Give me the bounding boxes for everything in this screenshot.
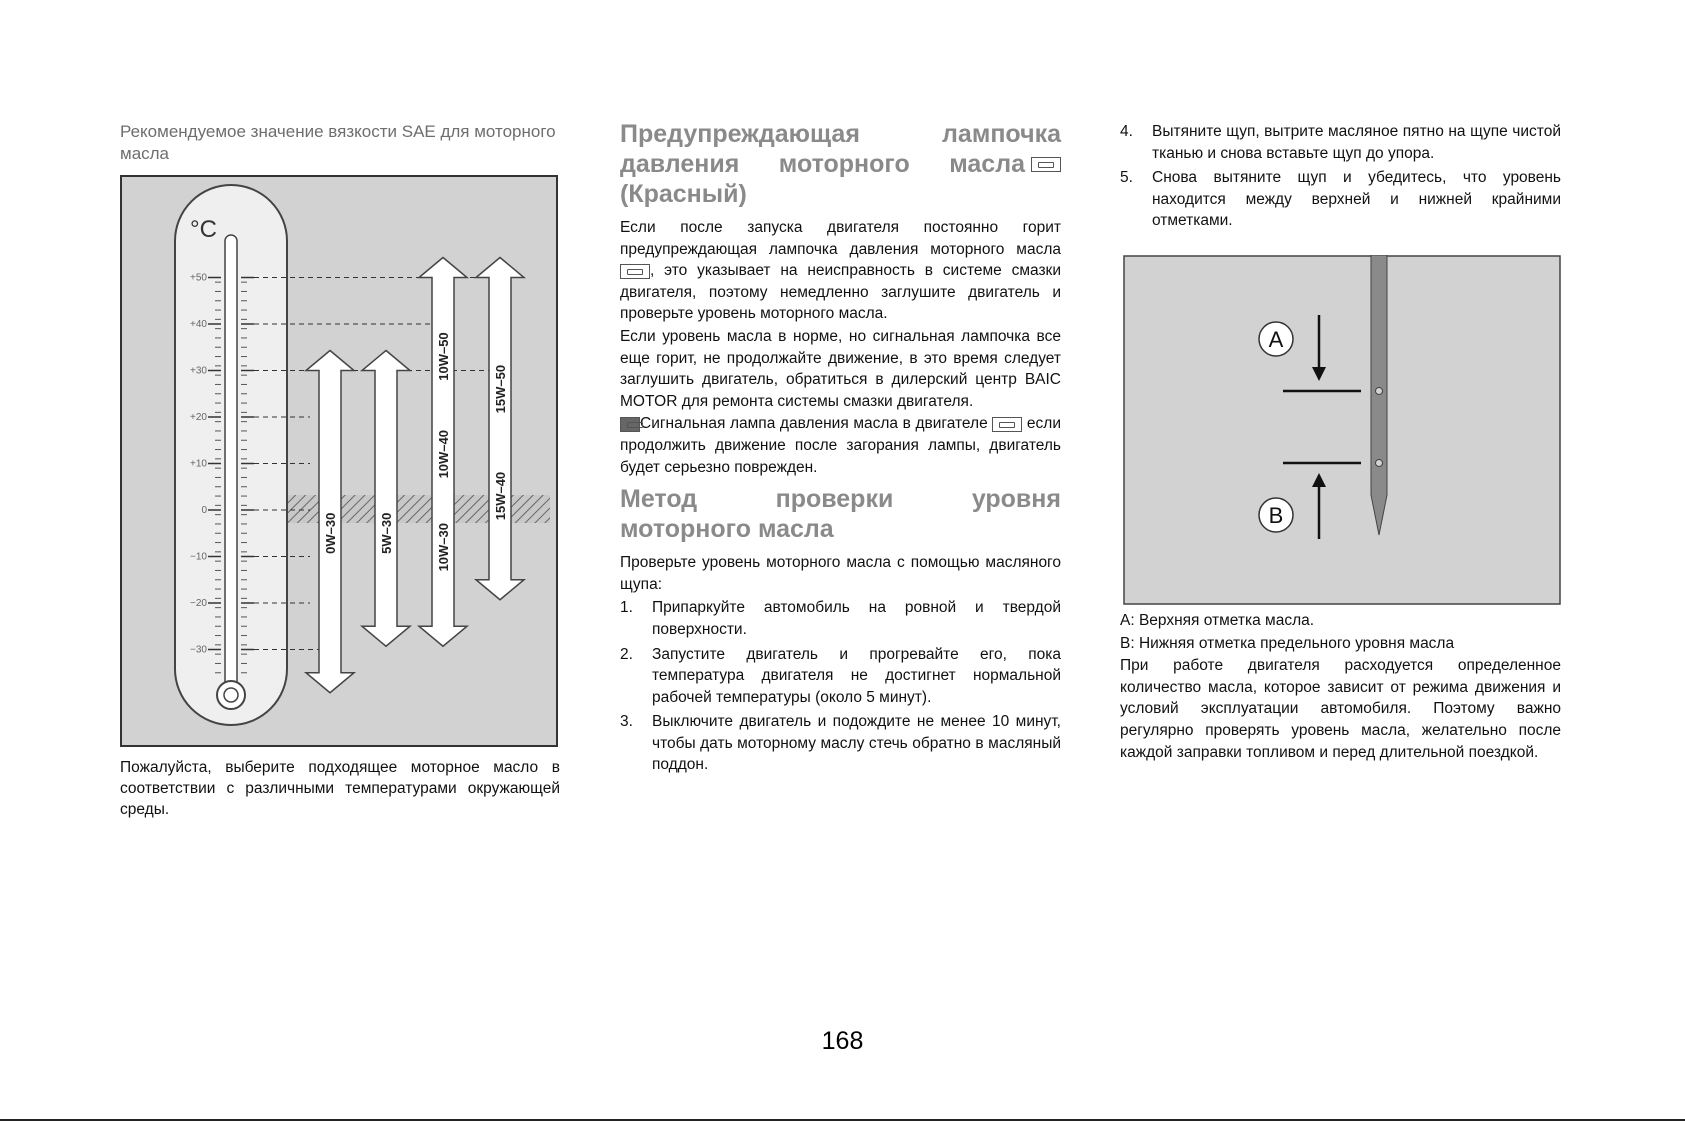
oil-grade-label: 5W–30	[379, 512, 394, 554]
oil-pressure-icon	[620, 264, 650, 279]
viscosity-caption: Рекомендуемое значение вязкости SAE для моторного масла	[120, 122, 556, 163]
oil-pressure-para1: Если после запуска двигателя постоянно горит предупреждающая лампочка давления моторного масла , это указывает на неисправность в системе смазки двигателя, поэтому немедленно заглушите двигатель и проверьте уровень моторного масла.	[620, 219, 1061, 323]
oil-grade-label: 15W–40	[493, 471, 508, 521]
marker-b-label: B	[1268, 503, 1284, 528]
legend-b: B: Нижняя отметка предельного уровня масла	[1120, 634, 1455, 652]
oil-pressure-icon	[1031, 157, 1061, 172]
oil-pressure-icon	[992, 417, 1022, 432]
bottom-divider	[0, 1119, 1685, 1121]
scale-label: +20	[190, 412, 207, 423]
oil-pressure-heading-line3: (Красный)	[620, 180, 747, 208]
viscosity-chart	[120, 175, 558, 747]
scale-label: +50	[190, 272, 207, 284]
page-number: 168	[821, 1027, 864, 1055]
scale-label: −10	[190, 551, 207, 563]
check-steps-list-continued	[1120, 121, 1561, 235]
legend-a: A: Верхняя отметка масла.	[1120, 612, 1315, 629]
celsius-unit: °C	[190, 216, 217, 243]
list-item: 3. Выключите двигатель и подождите не менее 10 минут, чтобы дать моторному маслу стечь обратно в масляный поддон.	[620, 713, 1061, 774]
oil-consumption-para: При работе двигателя расходуется определенное количество масла, которое зависит от режима движения и условий эксплуатации автомобиля. Поэтому важно регулярно проверять уровень масла, желательно после каждой заправки топливом и перед длительной поездкой.	[1120, 657, 1561, 761]
viscosity-note: Пожалуйста, выберите подходящее моторное масло в соответствии с различными температурами окружающей среды.	[120, 759, 560, 818]
oil-grade-label: 15W–50	[493, 364, 508, 414]
list-item: 2. Запустите двигатель и прогревайте его, пока температура двигателя не достигнет нормальной рабочей температуры (около 5 минут).	[620, 645, 1061, 706]
oil-grade-label: 10W–50	[436, 332, 451, 381]
dipstick-legend	[1120, 610, 1561, 763]
scale-label: +30	[190, 365, 207, 377]
oil-pressure-heading-line2: давления моторного масла	[620, 149, 1061, 179]
check-method-intro: Проверьте уровень моторного масла с помощью масляного щупа:	[620, 554, 1061, 593]
scale-label: +10	[190, 458, 207, 470]
list-item: 4. Вытяните щуп, вытрите масляное пятно на щупе чистой тканью и снова вставьте щуп до упора.	[1120, 123, 1561, 162]
oil-grade-label: 0W–30	[323, 512, 338, 554]
oil-pressure-heading-line1: Предупреждающая лампочка	[620, 120, 1061, 148]
diagram-frame	[1124, 256, 1560, 604]
oil-pressure-warning: Сигнальная лампа давления масла в двигателе если продолжить движение после загорания лампы, двигатель будет серьезно поврежден.	[620, 415, 1061, 476]
scale-label: −30	[190, 644, 207, 656]
oil-grade-label: 10W–40	[436, 429, 451, 479]
upper-mark-hole	[1376, 388, 1383, 395]
marker-a-label: A	[1268, 327, 1284, 352]
thermometer-tube	[225, 235, 237, 690]
scale-label: +40	[190, 319, 207, 330]
check-steps-list	[620, 597, 1061, 776]
oil-grade-label: 10W–30	[436, 522, 451, 572]
check-method-heading-line2: моторного масла	[620, 515, 834, 544]
check-method-heading-line1: Метод проверки уровня	[620, 485, 1061, 514]
dipstick-diagram	[1123, 255, 1561, 605]
lower-mark-hole	[1376, 460, 1383, 467]
list-item: 1. Припаркуйте автомобиль на ровной и твердой поверхности.	[620, 599, 1061, 638]
scale-label: −20	[190, 598, 207, 609]
warning-icon	[620, 417, 640, 432]
scale-label: 0	[201, 505, 207, 516]
list-item: 5. Снова вытяните щуп и убедитесь, что уровень находится между верхней и нижней крайними отметками.	[1120, 169, 1561, 230]
oil-pressure-para2: Если уровень масла в норме, но сигнальная лампочка все еще горит, не продолжайте движение, в это время следует заглушить двигатель, обратиться в дилерский центр BAIC MOTOR для ремонта системы смазки двигателя.	[620, 327, 1061, 410]
